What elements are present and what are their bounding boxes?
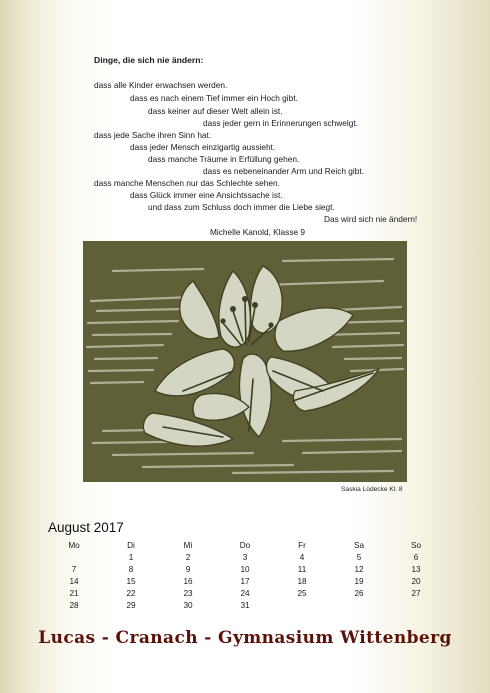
calendar-day: 14 — [69, 577, 79, 586]
calendar-day: 13 — [411, 565, 421, 574]
calendar-week-row — [40, 564, 450, 575]
poem-line: dass es nach einem Tief immer ein Hoch gibt. — [130, 93, 298, 103]
poem-line: dass manche Träume in Erfüllung gehen. — [148, 154, 300, 164]
calendar-day: 15 — [126, 577, 136, 586]
poem-line: und dass zum Schluss doch immer die Liebe siegt. — [148, 202, 335, 212]
poem-line: dass jeder Mensch einzigartig aussieht. — [130, 142, 276, 152]
calendar-day: 24 — [240, 589, 250, 598]
poem-line: Das wird sich nie ändern! — [324, 214, 418, 224]
calendar-day: 31 — [240, 601, 250, 610]
calendar-day: 19 — [354, 577, 364, 586]
calendar-weekday-header — [40, 540, 450, 551]
calendar-day: 20 — [411, 577, 421, 586]
weekday-label: So — [410, 541, 421, 550]
linocut-lily-artwork — [83, 241, 407, 482]
poem-author: Michelle Kanold, Klasse 9 — [210, 227, 306, 237]
calendar-day: 11 — [297, 565, 307, 574]
calendar-day: 9 — [185, 565, 191, 574]
calendar-day: 4 — [299, 553, 305, 562]
calendar-day: 25 — [297, 589, 307, 598]
poem-line: dass keiner auf dieser Welt allein ist. — [148, 106, 283, 116]
poem-line: dass manche Menschen nur das Schlechte sehen. — [94, 178, 280, 188]
calendar-day: 16 — [183, 577, 193, 586]
poem-line: dass jede Sache ihren Sinn hat. — [94, 130, 212, 140]
calendar-day: 23 — [183, 589, 193, 598]
weekday-label: Mo — [68, 541, 80, 550]
poem-line: dass jeder gern in Erinnerungen schwelgt. — [203, 118, 358, 128]
calendar-day: 30 — [183, 601, 193, 610]
calendar-day: 5 — [356, 553, 362, 562]
weekday-label: Di — [127, 541, 135, 550]
lily-print-image — [83, 241, 407, 482]
calendar-day: 8 — [128, 565, 134, 574]
poem-line: dass es nebeneinander Arm und Reich gibt. — [203, 166, 364, 176]
calendar-week-row — [40, 600, 450, 611]
weekday-label: Fr — [298, 541, 306, 550]
calendar-day: 6 — [413, 553, 419, 562]
calendar-week-row — [40, 552, 450, 563]
weekday-label: Sa — [353, 541, 364, 550]
calendar-day: 28 — [69, 601, 79, 610]
calendar-day: 7 — [71, 565, 77, 574]
artwork-credit: Saskia Lüdecke Kl. 8 — [341, 486, 403, 493]
calendar-day: 21 — [69, 589, 79, 598]
calendar-day: 1 — [128, 553, 134, 562]
calendar-day: 17 — [240, 577, 250, 586]
calendar-day: 29 — [126, 601, 136, 610]
calendar-day: 12 — [354, 565, 364, 574]
calendar-week-row — [40, 576, 450, 587]
school-name-footer: Lucas - Cranach - Gymnasium Wittenberg — [38, 628, 452, 648]
poem-title: Dinge, die sich nie ändern: — [94, 55, 204, 65]
poem-line: dass Glück immer eine Ansichtssache ist. — [130, 190, 283, 200]
poem-line: dass alle Kinder erwachsen werden. — [94, 80, 228, 90]
calendar-week-row — [40, 588, 450, 599]
calendar-month-title: August 2017 — [48, 520, 124, 535]
calendar-day: 3 — [242, 553, 248, 562]
calendar-day: 26 — [354, 589, 364, 598]
calendar-day: 18 — [297, 577, 307, 586]
calendar-day: 2 — [185, 553, 191, 562]
weekday-label: Do — [239, 541, 251, 550]
calendar-day: 22 — [126, 589, 136, 598]
calendar-day: 10 — [240, 565, 250, 574]
weekday-label: Mi — [183, 541, 193, 550]
calendar-day: 27 — [411, 589, 421, 598]
